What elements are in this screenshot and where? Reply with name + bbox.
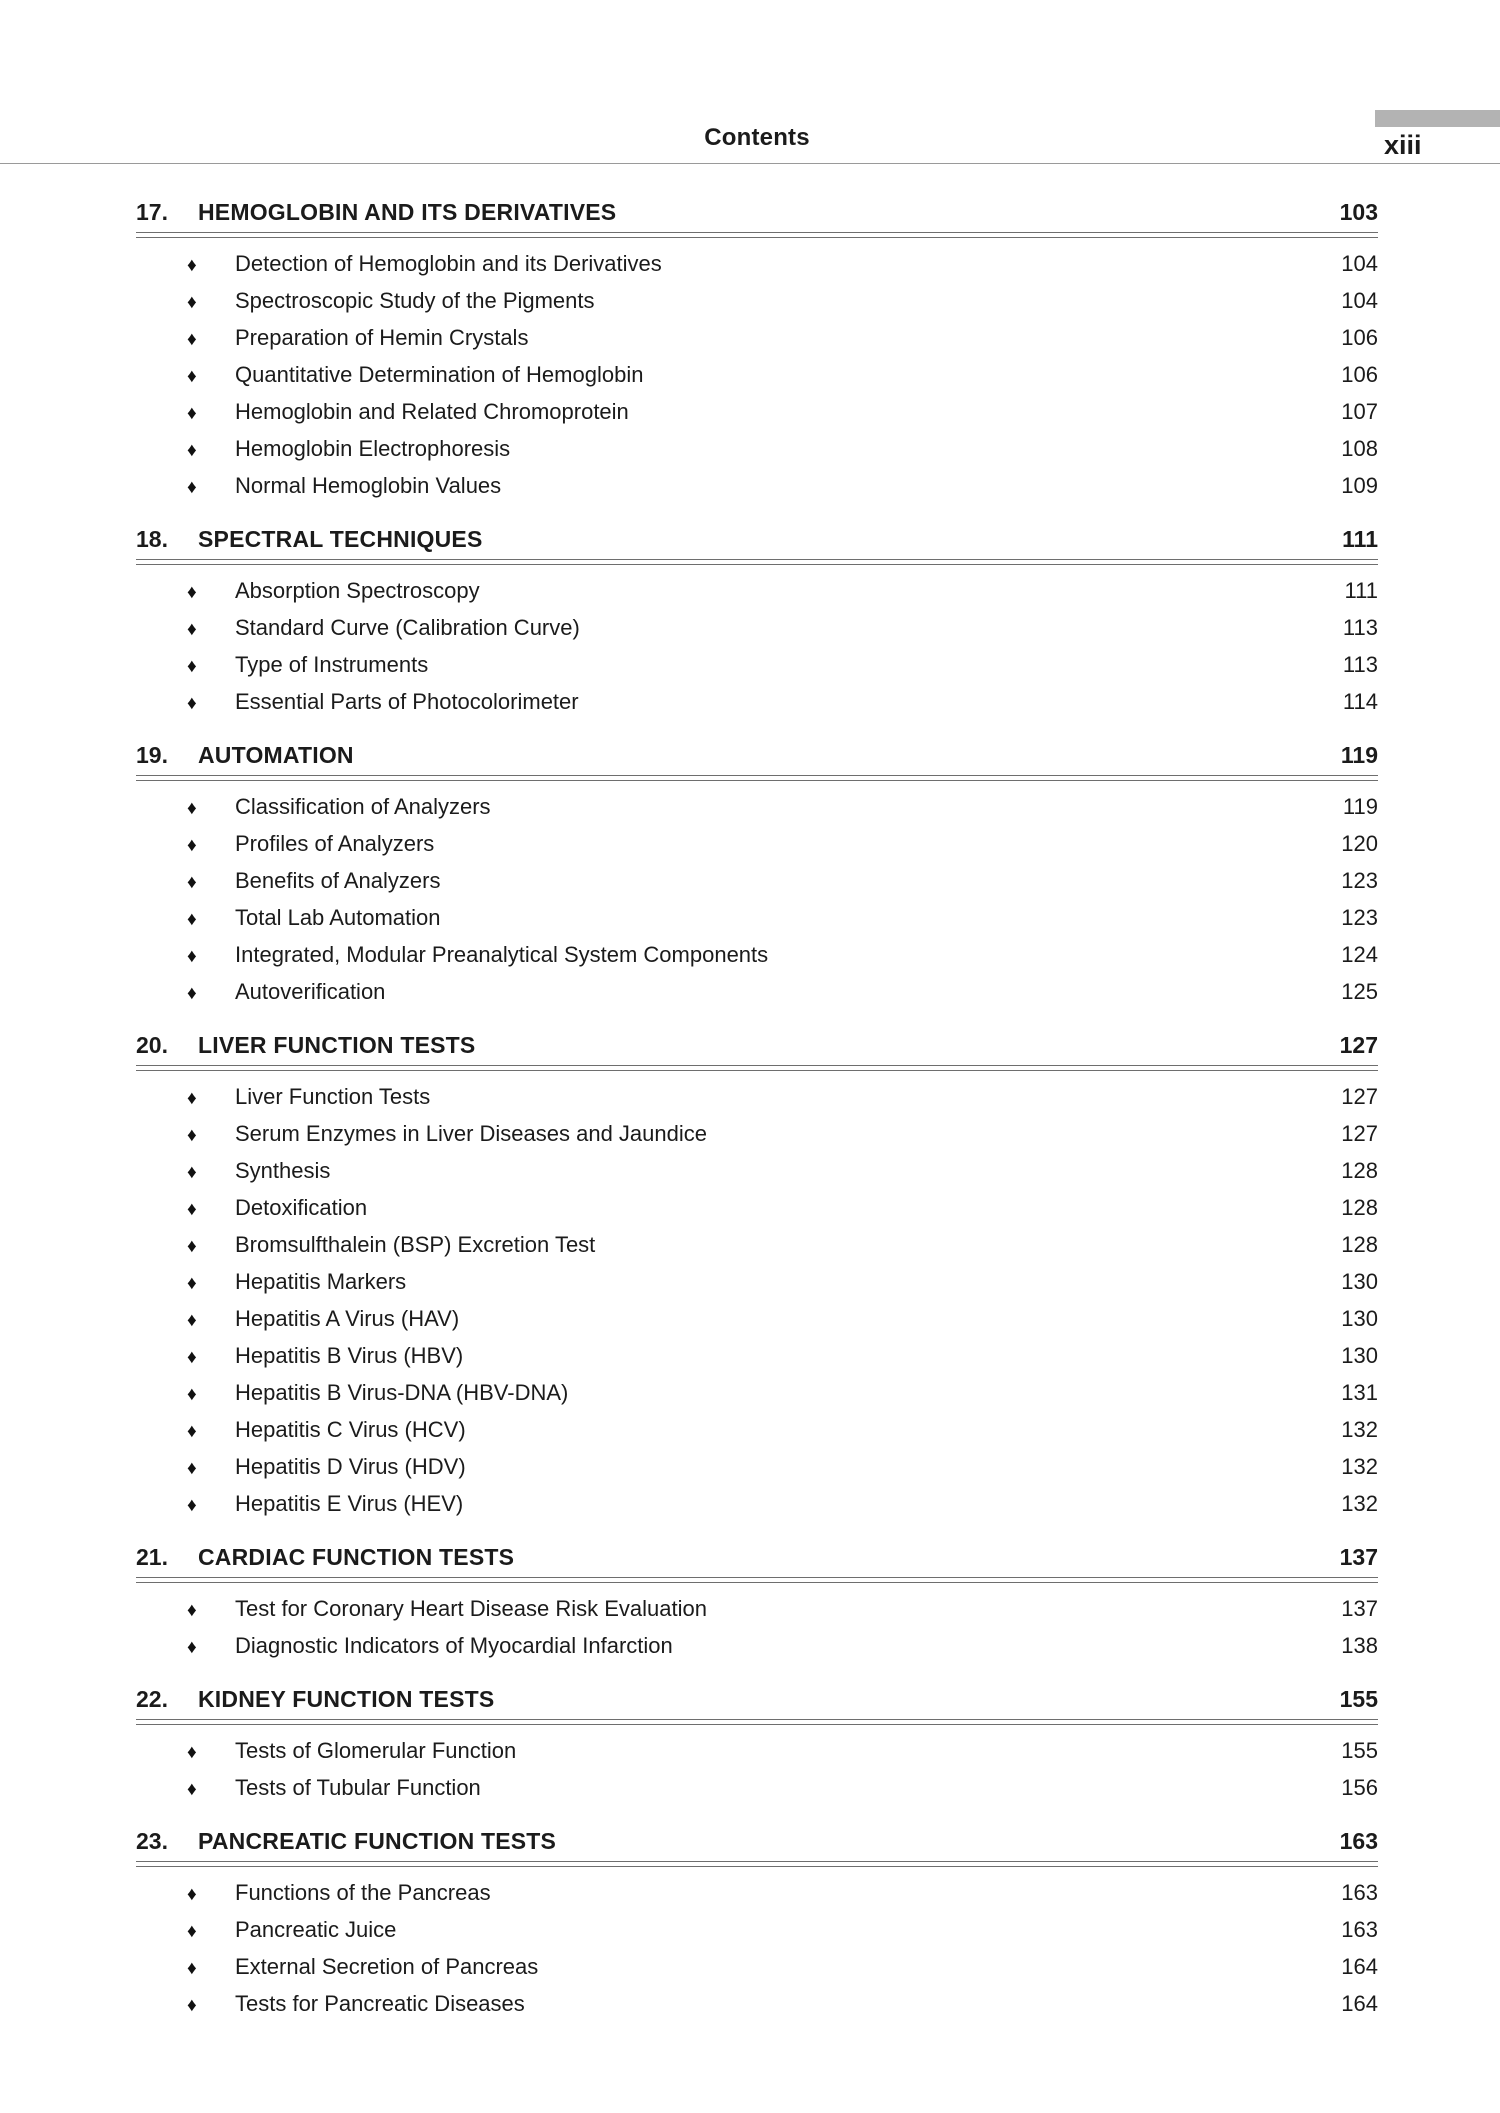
toc-item [136,1628,1378,1665]
toc-item-label: Integrated, Modular Preanalytical System Components [235,942,769,967]
toc-item-label: Quantitative Determination of Hemoglobin [235,362,644,387]
toc-item-label: Essential Parts of Photocolorimeter [235,689,579,714]
chapter-number: 18. [136,526,168,552]
toc-item [136,610,1378,647]
toc-item [136,573,1378,610]
toc-chapter [136,1825,1378,2023]
chapter-number: 21. [136,1544,168,1570]
chapter-heading-row [136,1825,1378,1857]
toc-item-label: Type of Instruments [235,652,429,677]
toc-item-page: 125 [1341,979,1378,1004]
diamond-bullet-icon: ♦ [187,329,197,350]
toc-chapter [136,739,1378,1011]
toc-item-label: Hepatitis C Virus (HCV) [235,1417,466,1442]
toc-item-page: 163 [1341,1880,1378,1905]
toc-item-page: 108 [1341,436,1378,461]
diamond-bullet-icon: ♦ [187,1884,197,1905]
toc-item-label: Normal Hemoglobin Values [235,473,502,498]
chapter-title: LIVER FUNCTION TESTS [198,1032,476,1058]
toc-item [136,1190,1378,1227]
toc-item [136,1486,1378,1523]
toc-item-label: Pancreatic Juice [235,1917,397,1942]
toc-item-page: 127 [1341,1084,1378,1109]
chapter-page: 103 [1339,199,1378,225]
chapter-items [136,1583,1378,1665]
toc-item [136,431,1378,468]
toc-item-page: 109 [1341,473,1378,498]
toc-item [136,468,1378,505]
chapter-heading-row [136,739,1378,771]
toc-item-label: External Secretion of Pancreas [235,1954,539,1979]
toc-item-label: Liver Function Tests [235,1084,431,1109]
toc-item [136,937,1378,974]
toc-item-page: 113 [1342,615,1378,640]
diamond-bullet-icon: ♦ [187,1088,197,1109]
toc-item-page: 137 [1341,1596,1378,1621]
diamond-bullet-icon: ♦ [187,255,197,276]
toc-item [136,826,1378,863]
diamond-bullet-icon: ♦ [187,693,197,714]
diamond-bullet-icon: ♦ [187,835,197,856]
toc-item-label: Hepatitis B Virus (HBV) [235,1343,464,1368]
toc-item [136,1264,1378,1301]
diamond-bullet-icon: ♦ [187,1384,197,1405]
toc-item-label: Test for Coronary Heart Disease Risk Evaluation [235,1596,707,1621]
chapter-items [136,1071,1378,1523]
toc-item [136,789,1378,826]
chapter-page: 119 [1340,742,1378,768]
toc-item-label: Hepatitis E Virus (HEV) [235,1491,464,1516]
chapter-items [136,1725,1378,1807]
toc-chapter [136,1541,1378,1665]
toc-item [136,684,1378,721]
toc-item [136,1449,1378,1486]
toc-item [136,246,1378,283]
chapter-number: 17. [136,199,168,225]
toc-item-page: 132 [1341,1454,1378,1479]
toc-item-page: 156 [1341,1775,1378,1800]
toc-item [136,394,1378,431]
toc-item [136,1079,1378,1116]
toc-item [136,1875,1378,1912]
chapter-title: HEMOGLOBIN AND ITS DERIVATIVES [198,199,617,225]
toc-item-page: 128 [1341,1232,1378,1257]
toc-item-label: Preparation of Hemin Crystals [235,325,529,350]
chapter-page: 111 [1342,526,1378,552]
chapter-page: 127 [1339,1032,1378,1058]
toc-item [136,863,1378,900]
toc-item-label: Hepatitis A Virus (HAV) [235,1306,460,1331]
toc-item-page: 120 [1341,831,1378,856]
toc-item [136,283,1378,320]
toc-item-page: 128 [1341,1158,1378,1183]
toc-item-page: 138 [1341,1633,1378,1658]
toc-item-label: Total Lab Automation [235,905,441,930]
page-title: Contents [704,124,810,151]
diamond-bullet-icon: ♦ [187,656,197,677]
toc-item [136,1949,1378,1986]
toc-item-label: Hemoglobin and Related Chromoprotein [235,399,629,424]
toc-item-label: Hemoglobin Electrophoresis [235,436,511,461]
toc-item-label: Hepatitis B Virus-DNA (HBV-DNA) [235,1380,569,1405]
diamond-bullet-icon: ♦ [187,1995,197,2016]
chapter-title: SPECTRAL TECHNIQUES [198,526,483,552]
toc-item-label: Autoverification [235,979,386,1004]
chapter-items [136,781,1378,1011]
toc-item [136,1227,1378,1264]
diamond-bullet-icon: ♦ [187,983,197,1004]
diamond-bullet-icon: ♦ [187,1162,197,1183]
chapter-items [136,1867,1378,2023]
diamond-bullet-icon: ♦ [187,872,197,893]
corner-gray-bar [1375,110,1500,127]
chapter-page: 137 [1339,1544,1378,1570]
diamond-bullet-icon: ♦ [187,1779,197,1800]
toc-item-label: Diagnostic Indicators of Myocardial Infarction [235,1633,673,1658]
toc-item [136,320,1378,357]
toc-item [136,1733,1378,1770]
diamond-bullet-icon: ♦ [187,1236,197,1257]
toc-chapter [136,1029,1378,1523]
toc-item-label: Tests of Glomerular Function [235,1738,517,1763]
toc-item [136,357,1378,394]
diamond-bullet-icon: ♦ [187,1458,197,1479]
toc-item [136,1153,1378,1190]
toc-item [136,1116,1378,1153]
diamond-bullet-icon: ♦ [187,1958,197,1979]
toc-item-page: 164 [1341,1991,1378,2016]
toc-chapter [136,196,1378,505]
header-divider [0,163,1500,164]
toc [136,196,1378,2023]
toc-item-label: Tests for Pancreatic Diseases [235,1991,525,2016]
toc-item-label: Bromsulfthalein (BSP) Excretion Test [235,1232,596,1257]
chapter-items [136,565,1378,721]
toc-item-label: Spectroscopic Study of the Pigments [235,288,595,313]
toc-item-page: 131 [1341,1380,1378,1405]
toc-item-label: Hepatitis D Virus (HDV) [235,1454,466,1479]
diamond-bullet-icon: ♦ [187,1273,197,1294]
chapter-heading-row [136,1029,1378,1061]
toc-item-page: 123 [1341,905,1378,930]
toc-item [136,1338,1378,1375]
chapter-heading-row [136,523,1378,555]
toc-item-page: 130 [1341,1343,1378,1368]
toc-item-label: Absorption Spectroscopy [235,578,480,603]
toc-item-page: 155 [1341,1738,1378,1763]
diamond-bullet-icon: ♦ [187,1310,197,1331]
toc-item-label: Detection of Hemoglobin and its Derivatives [235,251,662,276]
toc-item [136,900,1378,937]
toc-item-page: 132 [1341,1417,1378,1442]
diamond-bullet-icon: ♦ [187,1921,197,1942]
toc-item-label: Profiles of Analyzers [235,831,435,856]
chapter-number: 22. [136,1686,168,1712]
toc-item-label: Standard Curve (Calibration Curve) [235,615,580,640]
diamond-bullet-icon: ♦ [187,946,197,967]
chapter-number: 23. [136,1828,168,1854]
chapter-title: PANCREATIC FUNCTION TESTS [198,1828,557,1854]
diamond-bullet-icon: ♦ [187,1637,197,1658]
diamond-bullet-icon: ♦ [187,909,197,930]
toc-item [136,1912,1378,1949]
diamond-bullet-icon: ♦ [187,1600,197,1621]
toc-item [136,1986,1378,2023]
toc-item-label: Hepatitis Markers [235,1269,407,1294]
toc-item-label: Synthesis [235,1158,331,1183]
toc-item-page: 113 [1342,652,1378,677]
diamond-bullet-icon: ♦ [187,1495,197,1516]
chapter-number: 20. [136,1032,168,1058]
toc-item-page: 111 [1344,578,1378,603]
toc-item [136,1591,1378,1628]
chapter-page: 155 [1339,1686,1378,1712]
toc-item-page: 132 [1341,1491,1378,1516]
chapter-page: 163 [1339,1828,1378,1854]
toc-item [136,1301,1378,1338]
diamond-bullet-icon: ♦ [187,1125,197,1146]
toc-item-label: Functions of the Pancreas [235,1880,491,1905]
diamond-bullet-icon: ♦ [187,798,197,819]
folio-page-number: xiii [1384,130,1422,160]
diamond-bullet-icon: ♦ [187,1421,197,1442]
toc-item-page: 107 [1341,399,1378,424]
chapter-heading-row [136,196,1378,228]
toc-item-page: 124 [1341,942,1378,967]
toc-item-page: 123 [1341,868,1378,893]
toc-item-page: 128 [1341,1195,1378,1220]
diamond-bullet-icon: ♦ [187,366,197,387]
toc-item [136,1770,1378,1807]
toc-item-label: Detoxification [235,1195,368,1220]
toc-item-page: 106 [1341,362,1378,387]
toc-chapter [136,523,1378,721]
toc-item-page: 130 [1341,1306,1378,1331]
chapter-number: 19. [136,742,168,768]
toc-item-page: 127 [1341,1121,1378,1146]
toc-item-page: 106 [1341,325,1378,350]
toc-item-page: 119 [1342,794,1378,819]
chapter-title: AUTOMATION [198,742,354,768]
toc-item [136,1375,1378,1412]
diamond-bullet-icon: ♦ [187,440,197,461]
chapter-title: KIDNEY FUNCTION TESTS [198,1686,495,1712]
diamond-bullet-icon: ♦ [187,582,197,603]
toc-item-page: 104 [1341,251,1378,276]
chapter-heading-row [136,1541,1378,1573]
toc-item-page: 130 [1341,1269,1378,1294]
toc-item-page: 114 [1342,689,1378,714]
chapter-title: CARDIAC FUNCTION TESTS [198,1544,515,1570]
toc-item-page: 163 [1341,1917,1378,1942]
toc-item-page: 104 [1341,288,1378,313]
toc-item-page: 164 [1341,1954,1378,1979]
toc-item [136,647,1378,684]
chapter-heading-row [136,1683,1378,1715]
diamond-bullet-icon: ♦ [187,477,197,498]
diamond-bullet-icon: ♦ [187,619,197,640]
diamond-bullet-icon: ♦ [187,292,197,313]
toc-item [136,1412,1378,1449]
toc-item [136,974,1378,1011]
diamond-bullet-icon: ♦ [187,1742,197,1763]
diamond-bullet-icon: ♦ [187,403,197,424]
toc-item-label: Benefits of Analyzers [235,868,441,893]
toc-chapter [136,1683,1378,1807]
diamond-bullet-icon: ♦ [187,1199,197,1220]
toc-item-label: Classification of Analyzers [235,794,491,819]
diamond-bullet-icon: ♦ [187,1347,197,1368]
toc-item-label: Serum Enzymes in Liver Diseases and Jaundice [235,1121,708,1146]
chapter-items [136,238,1378,505]
toc-item-label: Tests of Tubular Function [235,1775,481,1800]
